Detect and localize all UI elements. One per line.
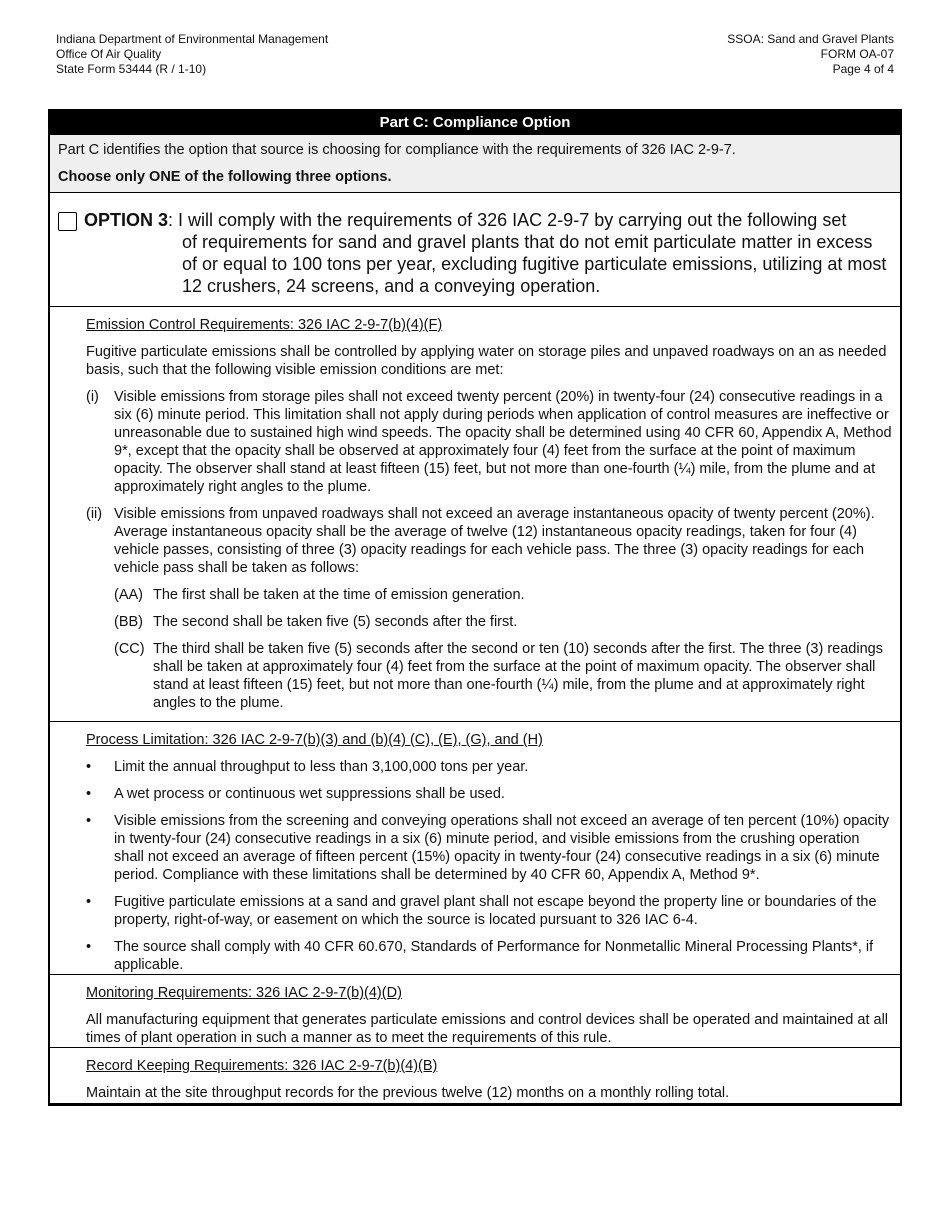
emission-control-section — [50, 306, 900, 712]
process-bullet — [86, 812, 892, 884]
option-3-checkbox[interactable] — [58, 212, 77, 231]
subitem-text: The second shall be taken five (5) seconds after the first. — [153, 614, 518, 630]
header-left — [56, 32, 328, 77]
bullet-text: Limit the annual throughput to less than 3,100,000 tons per year. — [114, 759, 529, 775]
bullet-icon — [86, 938, 114, 974]
subitem-text: The first shall be taken at the time of emission generation. — [153, 587, 525, 603]
record-keeping-text: Maintain at the site throughput records for the previous twelve (12) months on a monthly rolling total. — [86, 1085, 730, 1101]
part-c-intro-text: Part C identifies the option that source is choosing for compliance with the requirements of 326 IAC 2-9-7. — [58, 142, 736, 158]
option-3-content — [84, 209, 890, 297]
form-subject: SSOA: Sand and Gravel Plants — [727, 32, 894, 46]
emission-control-intro: Fugitive particulate emissions shall be controlled by applying water on storage piles and unpaved roadways on an as needed basis, such that the following visible emission conditions are met: — [86, 344, 887, 378]
process-bullet — [86, 938, 892, 974]
subitem-bb — [114, 613, 892, 631]
state-form-number: State Form 53444 (R / 1-10) — [56, 62, 207, 76]
item-marker: (i) — [86, 389, 99, 405]
emission-control-heading: Emission Control Requirements: 326 IAC 2-9-7(b)(4)(F) — [86, 317, 443, 333]
bullet-text: Visible emissions from the screening and conveying operations shall not exceed an average of ten percent (10%) opacity in twenty-four (24) consecutive readings in a six (6) minute period, and visible emissions from the crushing operation shall not exceed an average of fifteen percent (15%) opacity in twenty-four (24) consecutive readings in a six (6) minute period. Compliance with these limitations shall be determined by 40 CFR 60, Appendix A, Method 9*. — [114, 813, 890, 883]
bullet-text: A wet process or continuous wet suppressions shall be used. — [114, 786, 505, 802]
part-c-instruction: Choose only ONE of the following three options. — [58, 169, 392, 185]
process-limitation-heading: Process Limitation: 326 IAC 2-9-7(b)(3) and (b)(4) (C), (E), (G), and (H) — [86, 732, 543, 748]
emission-item-i — [86, 388, 892, 496]
bullet-icon — [86, 758, 114, 776]
option-3-colon: : — [168, 210, 174, 230]
monitoring-text: All manufacturing equipment that generates particulate emissions and control devices shall be operated and maintained at all times of plant operation in such a manner as to meet the requirements of this rule. — [86, 1012, 889, 1046]
monitoring-section — [50, 974, 900, 1047]
subitem-cc — [114, 640, 892, 712]
bullet-text: The source shall comply with 40 CFR 60.670, Standards of Performance for Nonmetallic Mineral Processing Plants*, if applicable. — [114, 939, 874, 973]
option-3-row — [50, 192, 900, 306]
subitem-text: The third shall be taken five (5) seconds after the second or ten (10) seconds after the first. The three (3) readings shall be taken at approximately four (4) feet from the surface at the point of maximum opacity. The observer shall stand at least fifteen (15) feet, but not more than one-fourth (¼) mile, from the plume and at approximately right angles to the plume. — [153, 641, 883, 711]
page-number: Page 4 of 4 — [832, 62, 894, 76]
record-keeping-section — [50, 1047, 900, 1103]
item-text: Visible emissions from unpaved roadways shall not exceed an average instantaneous opacity of twenty percent (20%). Average instantaneous opacity shall be the average of twelve (12) instantaneous opacity readings, taken for four (4) vehicle passes, consisting of three (3) opacity readings for each vehicle pass. The three (3) opacity readings for each vehicle pass shall be taken as follows: — [114, 506, 875, 576]
monitoring-heading: Monitoring Requirements: 326 IAC 2-9-7(b)(4)(D) — [86, 985, 402, 1001]
item-marker: (ii) — [86, 506, 103, 522]
bullet-text: Fugitive particulate emissions at a sand and gravel plant shall not escape beyond the property line or boundaries of the property, right-of-way, or easement on which the source is located pursuant to 326 IAC 6-4. — [114, 894, 877, 928]
process-bullet — [86, 785, 892, 803]
part-c-title: Part C: Compliance Option — [50, 111, 900, 135]
process-bullet — [86, 893, 892, 929]
part-c-intro-box — [50, 135, 900, 192]
part-c-form — [48, 109, 902, 1106]
emission-item-ii — [86, 505, 892, 712]
record-keeping-heading: Record Keeping Requirements: 326 IAC 2-9-7(b)(4)(B) — [86, 1058, 438, 1074]
bullet-icon — [86, 785, 114, 803]
subitem-marker: (AA) — [114, 587, 143, 603]
office-name: Office Of Air Quality — [56, 47, 162, 61]
header-right — [727, 32, 894, 77]
bullet-icon — [86, 893, 114, 929]
process-bullet — [86, 758, 892, 776]
agency-name: Indiana Department of Environmental Management — [56, 32, 329, 46]
form-code: FORM OA-07 — [820, 47, 894, 61]
option-3-text-rest: of requirements for sand and gravel plants that do not emit particulate matter in excess of or equal to 100 tons per year, excluding fugitive particulate emissions, utilizing at most 12 crushers, 24 screens, and a conveying operation. — [182, 232, 887, 296]
item-text: Visible emissions from storage piles shall not exceed twenty percent (20%) in twenty-four (24) consecutive readings in a six (6) minute period. This limitation shall not apply during periods when application of control measures are ineffective or unreasonable due to sustained high wind speeds. The opacity shall be determined using 40 CFR 60, Appendix A, Method 9*, except that the opacity shall be observed at approximately four (4) feet from the surface at the point of maximum opacity. The observer shall stand at least fifteen (15) feet, but not more than one-fourth (¼) mile, from the plume and at approximately right angles to the plume. — [114, 389, 892, 495]
subitem-aa — [114, 586, 892, 604]
process-limitation-section — [50, 721, 900, 974]
option-3-text-line1: I will comply with the requirements of 326 IAC 2-9-7 by carrying out the following set — [178, 210, 847, 230]
subitem-marker: (CC) — [114, 641, 145, 657]
option-3-label: OPTION 3 — [84, 210, 169, 230]
subitem-marker: (BB) — [114, 614, 143, 630]
bullet-icon — [86, 812, 114, 884]
